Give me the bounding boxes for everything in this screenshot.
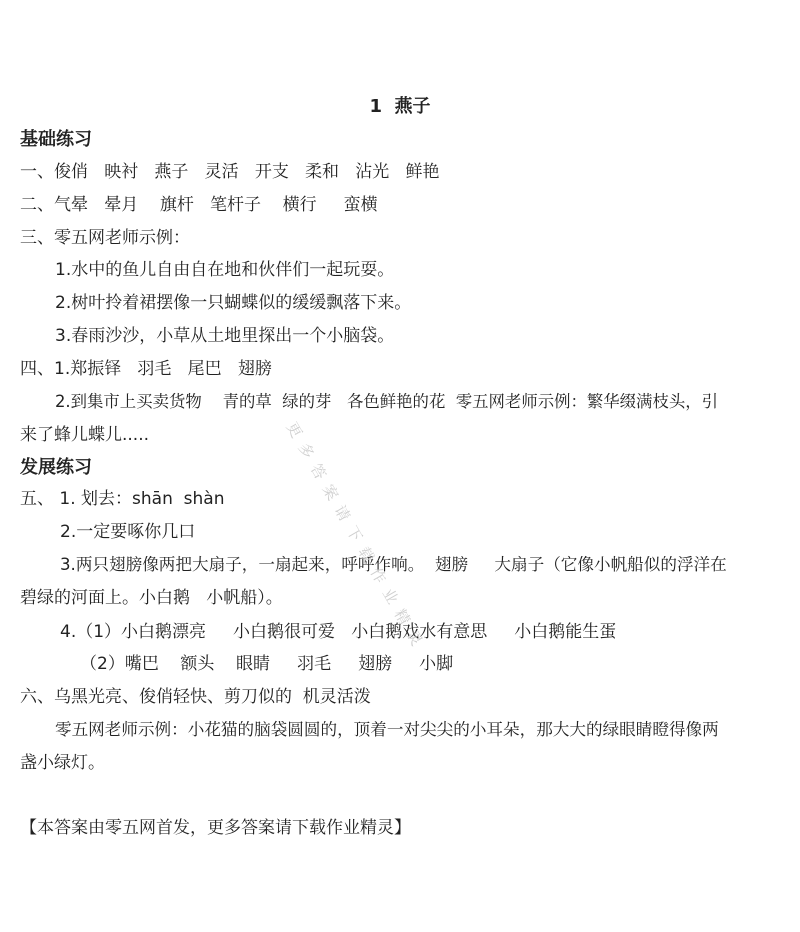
page-title: 1 燕子	[369, 96, 431, 117]
answer-line-4: 四、1.郑振铎 羽毛 尾巴 翅膀	[20, 359, 272, 379]
section-heading-develop: 发展练习	[20, 457, 92, 478]
footer-note: 【本答案由零五网首发，更多答案请下载作业精灵】	[20, 818, 411, 838]
answer-line-3-3: 3.春雨沙沙，小草从土地里探出一个小脑袋。	[55, 326, 395, 346]
answer-line-6-example-a: 零五网老师示例：小花猫的脑袋圆圆的，顶着一对尖尖的小耳朵，那大大的绿眼睛瞪得像两	[55, 720, 719, 739]
answer-line-5: 五、 1. 划去：shān shàn	[20, 489, 225, 509]
answer-line-6: 六、乌黑光亮、俊俏轻快、剪刀似的 机灵活泼	[20, 687, 371, 707]
answer-line-5-4-1: 4.（1）小白鹅漂亮 小白鹅很可爱 小白鹅戏水有意思 小白鹅能生蛋	[60, 622, 617, 642]
answer-line-5-4-2: （2）嘴巴 额头 眼睛 羽毛 翅膀 小脚	[80, 654, 454, 674]
answer-line-6-example-b: 盏小绿灯。	[20, 753, 105, 773]
answer-line-4-2a: 2.到集市上买卖货物 青的草 绿的芽 各色鲜艳的花 零五网老师示例：繁华缀满枝头，引	[55, 392, 719, 411]
answer-line-5-3b: 碧绿的河面上。小白鹅 小帆船）。	[20, 588, 283, 608]
answer-line-2: 二、气晕 晕月 旗杆 笔杆子 横行 蛮横	[20, 195, 378, 215]
answer-line-3-2: 2.树叶拎着裙摆像一只蝴蝶似的缓缓飘落下来。	[55, 293, 412, 313]
watermark-text: 更多答案请下载作业精灵	[282, 419, 431, 657]
answer-line-5-3a: 3.两只翅膀像两把大扇子，一扇起来，呼呼作响。 翅膀 大扇子（它像小帆船似的浮洋在	[60, 555, 727, 574]
answer-line-3-1: 1.水中的鱼儿自由自在地和伙伴们一起玩耍。	[55, 260, 395, 280]
section-heading-basic: 基础练习	[20, 129, 92, 150]
answer-line-5-2: 2.一定要啄你几口	[60, 522, 196, 542]
answer-line-4-2b: 来了蜂儿蝶儿.....	[20, 425, 150, 445]
answer-line-3: 三、零五网老师示例：	[20, 228, 190, 248]
answer-line-1: 一、俊俏 映衬 燕子 灵活 开支 柔和 沾光 鲜艳	[20, 162, 440, 182]
